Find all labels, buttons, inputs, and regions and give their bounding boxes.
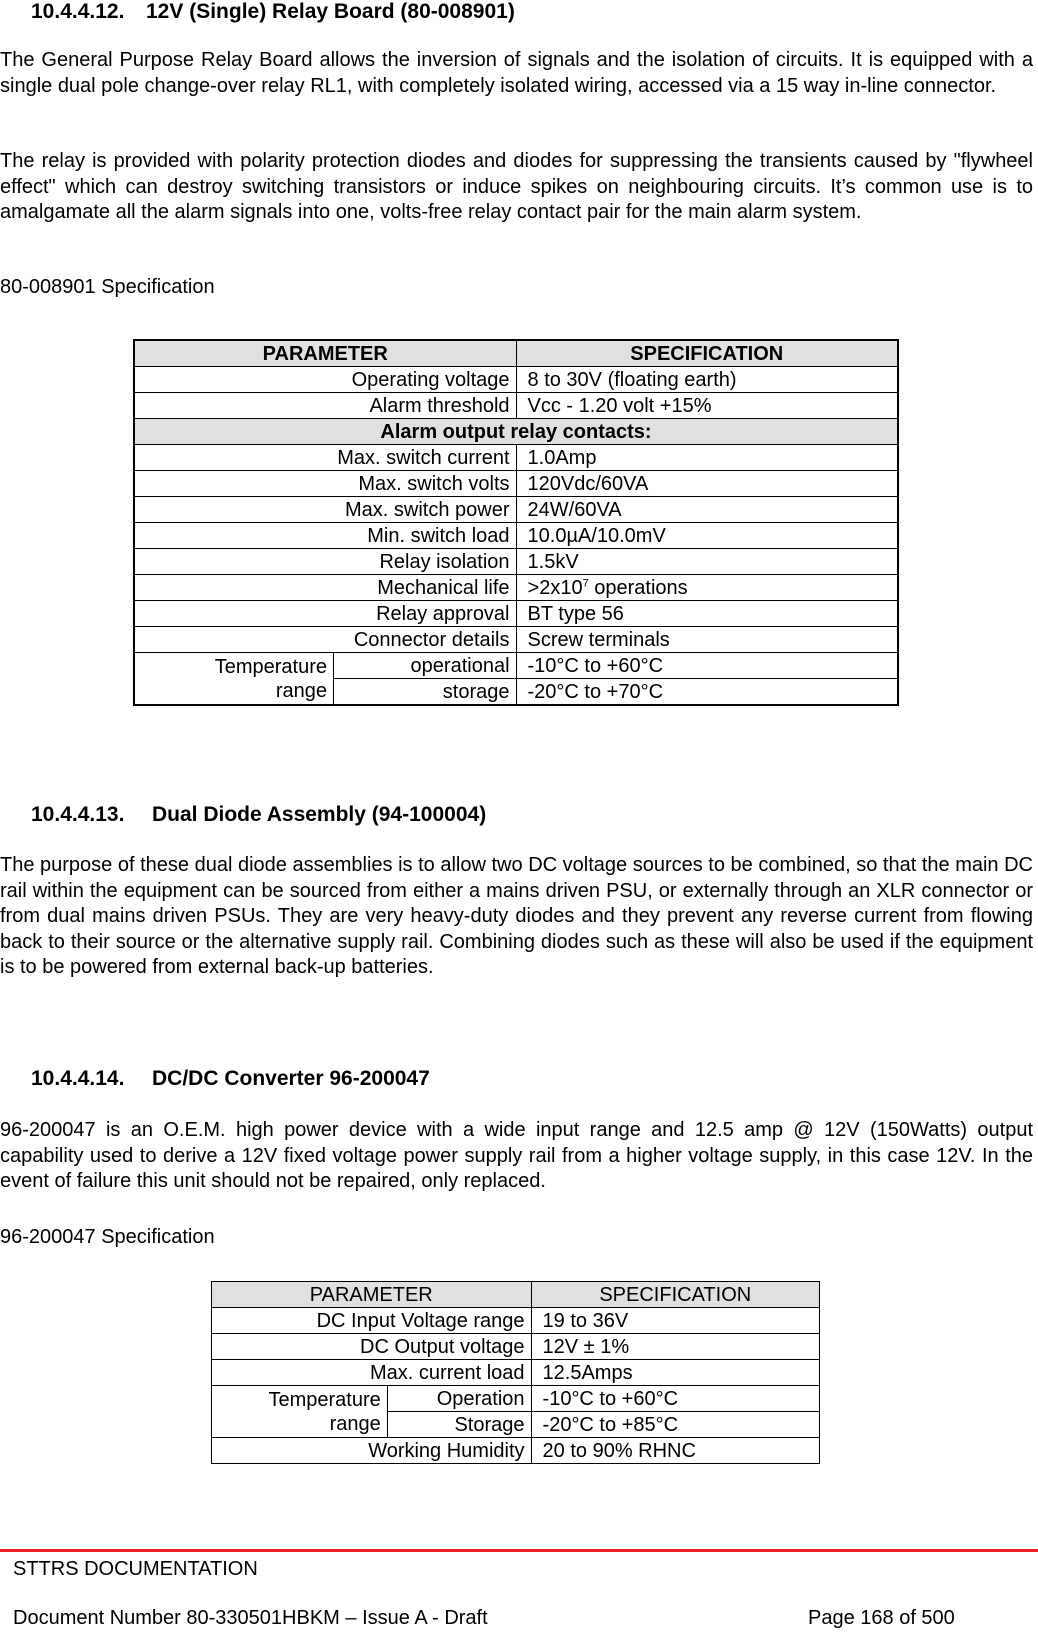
table-row: [134, 367, 898, 393]
table-row: [134, 653, 898, 679]
table-row: [212, 1360, 820, 1386]
spec-label: 80-008901 Specification: [0, 276, 215, 298]
temperature-label-line: Temperature: [214, 655, 327, 678]
value-text: >2x10: [527, 576, 583, 599]
table-row: [212, 1438, 820, 1464]
table-cell-parameter: Mechanical life: [134, 575, 516, 601]
table-row: [134, 497, 898, 523]
table-header: SPECIFICATION: [516, 340, 898, 367]
table-cell-value: 20 to 90% RHNC: [531, 1438, 819, 1464]
spec-table-dcdc-converter: [211, 1281, 820, 1464]
section-number: 10.4.4.12.: [31, 0, 125, 23]
table-row: [134, 601, 898, 627]
temperature-label-line: range: [329, 1412, 381, 1435]
paragraph: The purpose of these dual diode assemblies is to allow two DC voltage sources to be combined, so that the main DC rail within the equipment can be sourced from either a mains driven PSU, or externally through an XLR connector or from dual mains driven PSUs. They are very heavy-duty diodes and they prevent any reverse current from flowing back to their source or the alternative supply rail. Combining diodes such as these will also be used if the equipment is to be powered from external back-up batteries.: [0, 854, 1033, 978]
table-cell-parameter: Min. switch load: [134, 523, 516, 549]
table-cell-value: BT type 56: [516, 601, 898, 627]
table-cell-parameter: Max. switch power: [134, 497, 516, 523]
table-cell-parameter: DC Output voltage: [212, 1334, 532, 1360]
section-number: 10.4.4.13.: [31, 803, 125, 826]
table-cell-parameter: Relay approval: [134, 601, 516, 627]
table-cell-value: [516, 575, 898, 601]
table-row: [212, 1308, 820, 1334]
table-cell-parameter: Relay isolation: [134, 549, 516, 575]
temperature-label-line: Temperature: [268, 1388, 381, 1411]
table-cell-value: 24W/60VA: [516, 497, 898, 523]
table-cell-parameter: Connector details: [134, 627, 516, 653]
table-header: SPECIFICATION: [531, 1282, 819, 1308]
table-header-row: [134, 340, 898, 367]
table-cell-value: 12.5Amps: [531, 1360, 819, 1386]
table-row: [212, 1386, 820, 1412]
table-cell-parameter: storage: [334, 679, 517, 706]
value-exponent: 7: [582, 576, 589, 589]
table-row: [134, 575, 898, 601]
table-subheader: Alarm output relay contacts:: [134, 419, 898, 445]
table-cell-value: 120Vdc/60VA: [516, 471, 898, 497]
section-heading: [31, 803, 486, 827]
temperature-label-line: range: [275, 679, 327, 702]
table-header: PARAMETER: [212, 1282, 532, 1308]
footer-page-number: Page 168 of 500: [808, 1607, 955, 1629]
table-cell-temperature-label: [134, 653, 334, 706]
table-cell-value: -10°C to +60°C: [531, 1386, 819, 1412]
table-subheader-row: [134, 419, 898, 445]
table-cell-parameter: DC Input Voltage range: [212, 1308, 532, 1334]
table-row: [134, 627, 898, 653]
paragraph: 96-200047 is an O.E.M. high power device with a wide input range and 12.5 amp @ 12V (150Watts) output capability used to derive a 12V fixed voltage power supply rail from a higher voltage supply, in this case 12V. In the event of failure this unit should not be repaired, only replaced.: [0, 1119, 1033, 1192]
value-text: operations: [588, 576, 688, 599]
table-cell-parameter: Max. current load: [212, 1360, 532, 1386]
table-cell-parameter: Alarm threshold: [134, 393, 516, 419]
table-row: [134, 549, 898, 575]
table-cell-parameter: operational: [334, 653, 517, 679]
table-cell-value: 19 to 36V: [531, 1308, 819, 1334]
section-heading: [31, 1067, 430, 1091]
section-number: 10.4.4.14.: [31, 1067, 125, 1090]
spec-table-relay-board: [133, 339, 899, 706]
table-row: [212, 1334, 820, 1360]
table-cell-value: 8 to 30V (floating earth): [516, 367, 898, 393]
section-heading: [31, 0, 515, 24]
table-cell-temperature-label: [212, 1386, 388, 1438]
footer-document-number: Document Number 80-330501HBKM – Issue A - Draft: [13, 1607, 488, 1629]
table-header: PARAMETER: [134, 340, 516, 367]
footer-title: STTRS DOCUMENTATION: [13, 1558, 258, 1580]
paragraph: The relay is provided with polarity protection diodes and diodes for suppressing the transients caused by "flywheel effect" which can destroy switching transistors or induce spikes on neighbouring circuits. It’s common use is to amalgamate all the alarm signals into one, volts-free relay contact pair for the main alarm system.: [0, 150, 1033, 223]
table-cell-parameter: Max. switch volts: [134, 471, 516, 497]
table-cell-value: -10°C to +60°C: [516, 653, 898, 679]
table-cell-value: Screw terminals: [516, 627, 898, 653]
section-title: DC/DC Converter 96-200047: [152, 1067, 430, 1090]
table-header-row: [212, 1282, 820, 1308]
footer-divider: [0, 1549, 1038, 1552]
table-row: [134, 393, 898, 419]
table-cell-parameter: Working Humidity: [212, 1438, 532, 1464]
table-cell-value: 10.0µA/10.0mV: [516, 523, 898, 549]
table-cell-parameter: Storage: [387, 1412, 531, 1438]
table-row: [134, 445, 898, 471]
table-row: [134, 471, 898, 497]
section-title: 12V (Single) Relay Board (80-008901): [146, 0, 515, 23]
table-cell-parameter: Operating voltage: [134, 367, 516, 393]
table-cell-value: -20°C to +70°C: [516, 679, 898, 706]
table-cell-parameter: Operation: [387, 1386, 531, 1412]
table-cell-parameter: Max. switch current: [134, 445, 516, 471]
table-cell-value: Vcc - 1.20 volt +15%: [516, 393, 898, 419]
section-title: Dual Diode Assembly (94-100004): [152, 803, 487, 826]
spec-label: 96-200047 Specification: [0, 1226, 215, 1248]
table-cell-value: 1.5kV: [516, 549, 898, 575]
table-row: [134, 523, 898, 549]
table-cell-value: 1.0Amp: [516, 445, 898, 471]
table-cell-value: -20°C to +85°C: [531, 1412, 819, 1438]
paragraph: The General Purpose Relay Board allows the inversion of signals and the isolation of circuits. It is equipped with a single dual pole change-over relay RL1, with completely isolated wiring, accessed via a 15 way in-line connector.: [0, 49, 1033, 97]
table-cell-value: 12V ± 1%: [531, 1334, 819, 1360]
